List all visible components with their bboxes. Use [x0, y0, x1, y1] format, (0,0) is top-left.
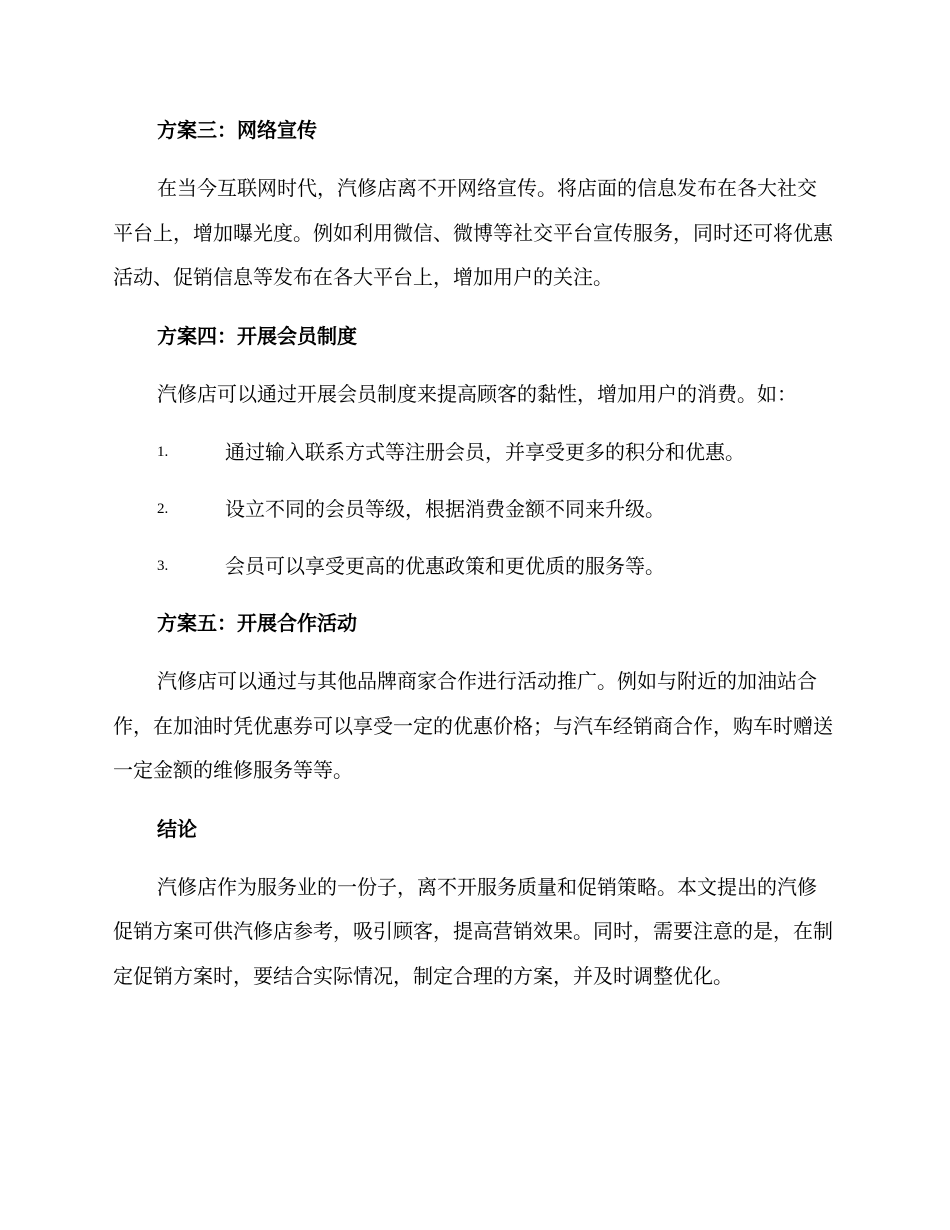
section-paragraph: 汽修店作为服务业的一份子，离不开服务质量和促销策略。本文提出的汽修促销方案可供汽修店参考，吸引顾客，提高营销效果。同时，需要注意的是，在制定促销方案时，要结合实际情况，制定合理的方案，并及时调整优化。: [113, 874, 833, 988]
section-heading-plan-3: 方案三：网络宣传: [157, 118, 317, 142]
spacer: [113, 152, 833, 166]
list-item-text: 通过输入联系方式等注册会员，并享受更多的积分和优惠。: [225, 440, 745, 464]
list-item: [113, 544, 833, 601]
section-paragraph: 汽修店可以通过开展会员制度来提高顾客的黏性，增加用户的消费。如：: [157, 381, 797, 406]
list-item-text: 设立不同的会员等级，根据消费金额不同来升级。: [225, 497, 665, 521]
section-heading-plan-4: 方案四：开展会员制度: [157, 323, 357, 348]
spacer: [113, 300, 833, 314]
list-item: [113, 487, 833, 544]
document-body: [113, 108, 833, 998]
spacer: [113, 416, 833, 430]
section-heading-plan-5: 方案五：开展合作活动: [157, 611, 357, 635]
list-item: [113, 430, 833, 487]
list-item-text: 会员可以享受更高的优惠政策和更优质的服务等。: [225, 554, 665, 578]
spacer: [113, 645, 833, 659]
section-heading-conclusion: 结论: [157, 816, 197, 841]
spacer: [113, 851, 833, 865]
spacer: [113, 793, 833, 807]
list-item-number: 3.: [157, 558, 169, 574]
member-benefits-list: [113, 430, 833, 601]
spacer: [113, 358, 833, 372]
section-paragraph: 汽修店可以通过与其他品牌商家合作进行活动推广。例如与附近的加油站合作，在加油时凭优惠券可以享受一定的优惠价格；与汽车经销商合作，购车时赠送一定金额的维修服务等等。: [113, 669, 833, 782]
list-item-number: 2.: [157, 501, 169, 517]
list-item-number: 1.: [157, 444, 169, 460]
section-paragraph: 在当今互联网时代，汽修店离不开网络宣传。将店面的信息发布在各大社交平台上，增加曝光度。例如利用微信、微博等社交平台宣传服务，同时还可将优惠活动、促销信息等发布在各大平台上，增加用户的关注。: [113, 176, 833, 289]
